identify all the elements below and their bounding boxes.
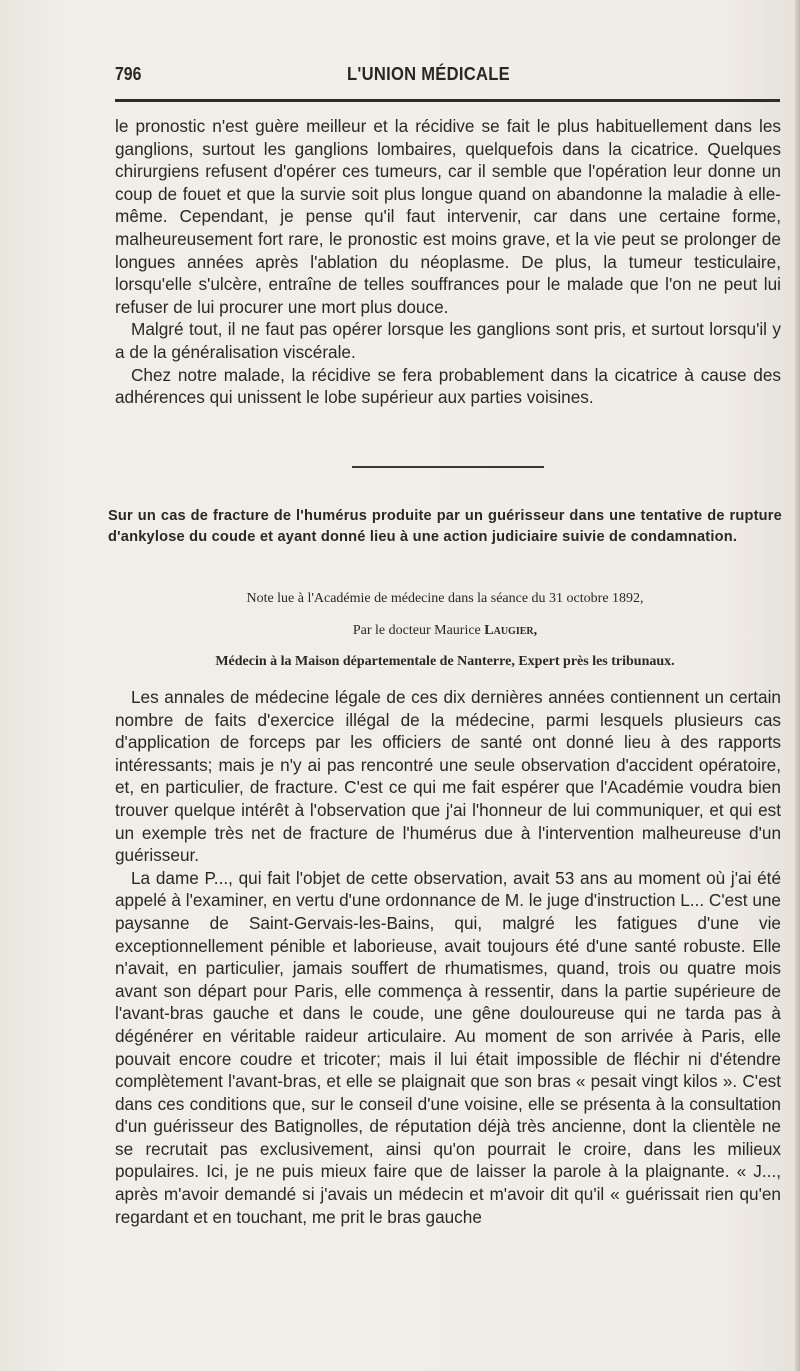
page-edge-shadow	[795, 0, 800, 1371]
author-byline	[108, 622, 782, 640]
intro-text	[115, 115, 781, 409]
running-header	[115, 64, 780, 94]
intro-paragraph: Chez notre malade, la récidive se fera probablement dans la cicatrice à cause des adhérences qui unissent le lobe supérieur aux parties voisines.	[115, 364, 781, 408]
author-prefix: Par le docteur Maurice	[352, 623, 485, 638]
article-body	[115, 686, 781, 1228]
article-title: Sur un cas de fracture de l'humérus produite par un guérisseur dans une tentative de rupture d'ankylose du coude et ayant donné lieu à une action judiciaire suivie de condamnation.	[108, 508, 782, 545]
body-paragraph: Les annales de médecine légale de ces dix dernières années contiennent un certain nombre de faits d'exercice illégal de la médecine, parmi lesquels plusieurs cas d'application de forceps par les officiers de santé ont donné lieu à des rapports intéressants; mais je n'y ai pas rencontré une seule observation d'accident opératoire, et, en particulier, de fracture. C'est ce qui me fait espérer que l'Académie voudra bien trouver quelque intérêt à l'observation que j'ai l'honneur de lui communiquer, et qui est un exemple très net de fracture de l'humérus due à l'intervention malheureuse d'un guérisseur.	[115, 687, 781, 866]
section-separator	[352, 466, 544, 468]
header-rule	[115, 99, 780, 102]
intro-paragraph: le pronostic n'est guère meilleur et la récidive se fait le plus habituellement dans les ganglions, surtout les ganglions lombaires, quelquefois dans la cicatrice. Quelques chirurgiens refusent d'opérer ces tumeurs, car il semble que l'opération leur donne un coup de fouet et que la survie soit plus longue quand on abandonne la maladie à elle-même. Cependant, je pense qu'il faut intervenir, car dans une certaine forme, malheureusement fort rare, le pronostic est moins grave, et la vie peut se prolonger de longues années après l'ablation du néoplasme. De plus, la tumeur testiculaire, lorsqu'elle s'ulcère, entraîne de telles souffrances pour le malade que l'on ne peut lui refuser de lui procurer une mort plus douce.	[115, 116, 781, 317]
intro-paragraph: Malgré tout, il ne faut pas opérer lorsque les ganglions sont pris, et surtout lorsqu'il y a de la généralisation viscérale.	[115, 319, 781, 362]
presentation-note: Note lue à l'Académie de médecine dans la séance du 31 octobre 1892,	[246, 591, 644, 606]
author-affiliation: Médecin à la Maison départementale de Nanterre, Expert près les tribunaux.	[215, 654, 675, 669]
page-number: 796	[115, 64, 142, 84]
author-name: Laugier,	[484, 623, 538, 638]
body-paragraph: La dame P..., qui fait l'objet de cette observation, avait 53 ans au moment où j'ai été appelé à l'examiner, en vertu d'une ordonnance de M. le juge d'instruction L... C'est une paysanne de Saint-Gervais-les-Bains, qui, malgré les fatigues d'une vie exceptionnellement pénible et laborieuse, avait toujours été d'une santé robuste. Elle n'avait, en particulier, jamais souffert de rhumatismes, quand, trois ou quatre mois avant son départ pour Paris, elle commença à ressentir, dans la partie supérieure de l'avant-bras gauche et dans le coude, une gêne douloureuse qui ne tarda pas à dégénérer en véritable raideur articulaire. Au moment de son arrivée à Paris, elle pouvait encore coudre et tricoter; mais il lui était impossible de fléchir ni d'étendre complètement l'avant-bras, et elle se plaignait que son bras « pesait vingt kilos ». C'est dans ces conditions que, sur le conseil d'une voisine, elle se présenta à la consultation d'un guérisseur des Batignolles, de réputation déjà très ancienne, dont la clientèle ne se recrutait pas exclusivement, ainsi qu'on pourrait le croire, dans les milieux populaires. Ici, je ne puis mieux faire que de laisser la parole à la plaignante. « J..., après m'avoir demandé si j'avais un médecin et m'avoir dit qu'il « guérissait rien qu'en regardant et en touchant, me prit le bras gauche	[115, 867, 781, 1227]
journal-title: L'UNION MÉDICALE	[347, 64, 510, 84]
